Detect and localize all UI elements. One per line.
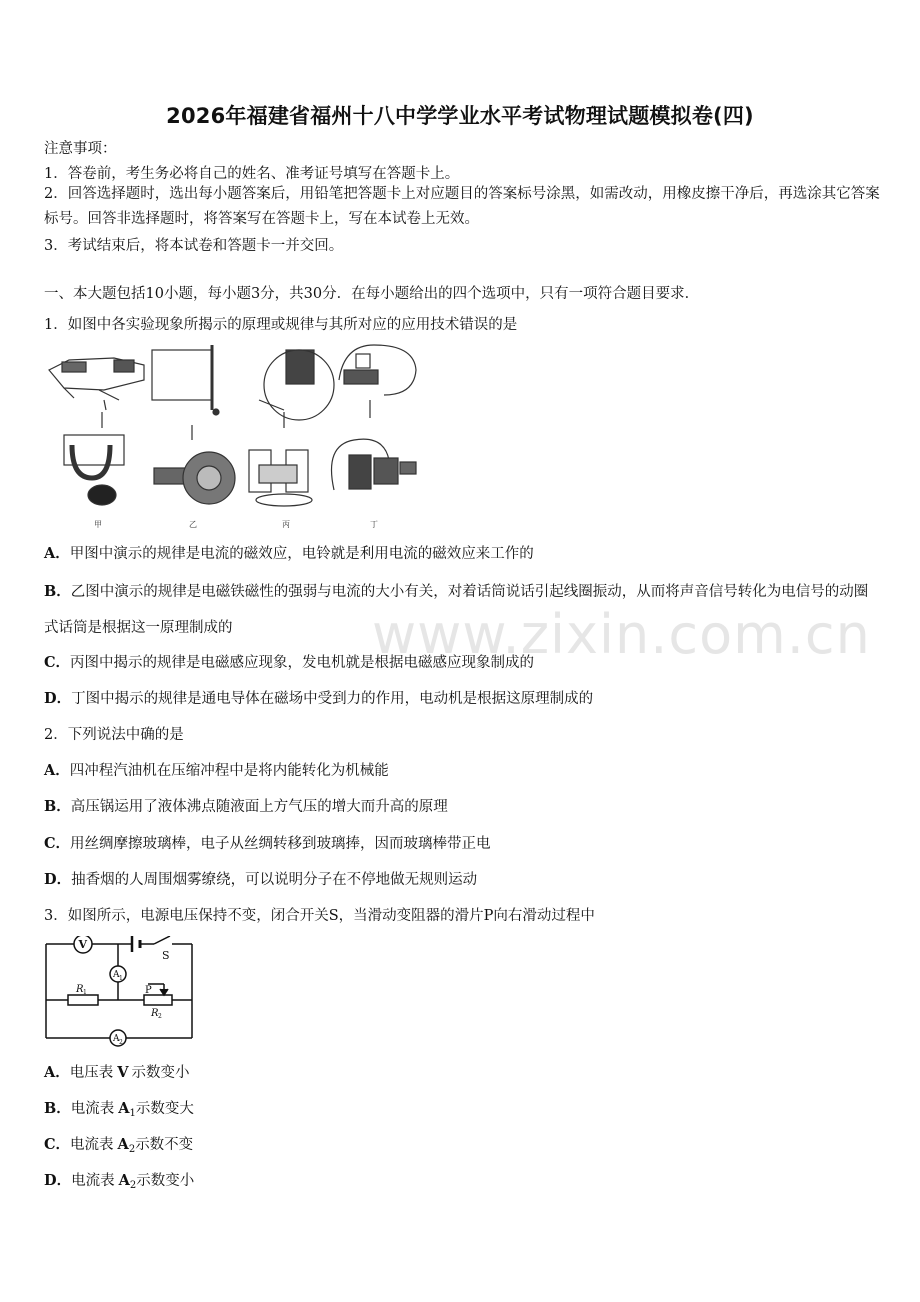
question-3-circuit — [44, 936, 196, 1048]
figure-label-ding: 丁 — [370, 520, 378, 529]
circuit-ammeter2-label: A — [113, 1034, 120, 1044]
question-1-figure — [44, 340, 426, 532]
page-title: 2026年福建省福州十八中学学业水平考试物理试题模拟卷(四) — [166, 104, 754, 128]
circuit-ammeter2-sub: 2 — [119, 1039, 123, 1046]
notice-item-2: 2．回答选择题时，选出每小题答案后，用铅笔把答题卡上对应题目的答案标号涂黑，如需改动，用橡皮擦干净后，再选涂其它答案标号。回答非选择题时，将答案写在答题卡上，写在本试卷上无效。 — [44, 186, 880, 227]
q3-option-b: B．电流表 $A_1$示数变大 — [44, 1100, 194, 1119]
circuit-slider-label: P — [145, 985, 152, 996]
figure-label-jia: 甲 — [94, 520, 102, 529]
q2-option-c: C．用丝绸摩擦玻璃棒，电子从丝绸转移到玻璃捧，因而玻璃棒带正电 — [44, 835, 491, 852]
circuit-r1-label: R — [76, 984, 84, 995]
circuit-switch-label: S — [162, 949, 170, 962]
q2-option-b: B．高压锅运用了液体沸点随液面上方气压的增大而升高的原理 — [44, 798, 448, 815]
q1-option-c: C．丙图中揭示的规律是电磁感应现象，发电机就是根据电磁感应现象制成的 — [44, 654, 535, 671]
circuit-ammeter1-sub: 1 — [119, 975, 123, 982]
circuit-voltmeter-label: V — [78, 938, 88, 951]
circuit-r2-sub: 2 — [158, 1013, 162, 1020]
circuit-ammeter1-label: A — [113, 970, 120, 980]
notice-item-1: 1．答卷前，考生务必将自己的姓名、准考证号填写在答题卡上。 — [44, 166, 460, 182]
question-2-stem: 2．下列说法中确的是 — [44, 727, 184, 743]
q3-option-a: A．电压表 V 示数变小 — [44, 1064, 190, 1081]
section-heading: 一、本大题包括10小题，每小题3分，共30分．在每小题给出的四个选项中，只有一项符合题目要求． — [44, 286, 700, 302]
q1-option-b: B．乙图中演示的规律是电磁铁磁性的强弱与电流的大小有关，对着话筒说话引起线圈振动，从而将声音信号转化为电信号的动圈式话筒是根据这一原理制成的 — [44, 583, 869, 636]
circuit-r2-label: R — [151, 1008, 159, 1019]
circuit-r1-sub: 1 — [83, 989, 87, 996]
q3-option-c: C．电流表 $A_2$示数不变 — [44, 1136, 194, 1155]
question-1-stem: 1．如图中各实验现象所揭示的原理或规律与其所对应的应用技术错误的是 — [44, 317, 518, 333]
notice-heading: 注意事项： — [44, 141, 117, 157]
watermark: www.zixin.com.cn — [372, 603, 871, 666]
q3-option-d: D．电流表 $A_2$示数变小 — [44, 1172, 195, 1191]
question-3-stem: 3．如图所示，电源电压保持不变，闭合开关S，当滑动变阻器的滑片P向右滑动过程中 — [44, 908, 595, 924]
notice-item-3: 3．考试结束后，将本试卷和答题卡一并交回。 — [44, 238, 344, 254]
q2-option-d: D．抽香烟的人周围烟雾缭绕，可以说明分子在不停地做无规则运动 — [44, 871, 478, 888]
q1-option-d: D．丁图中揭示的规律是通电导体在磁场中受到力的作用，电动机是根据这原理制成的 — [44, 690, 594, 707]
q1-option-a: A．甲图中演示的规律是电流的磁效应，电铃就是利用电流的磁效应来工作的 — [44, 545, 534, 562]
figure-label-bing: 丙 — [282, 520, 290, 529]
q2-option-a: A．四冲程汽油机在压缩冲程中是将内能转化为机械能 — [44, 762, 389, 779]
figure-label-yi: 乙 — [189, 520, 197, 529]
